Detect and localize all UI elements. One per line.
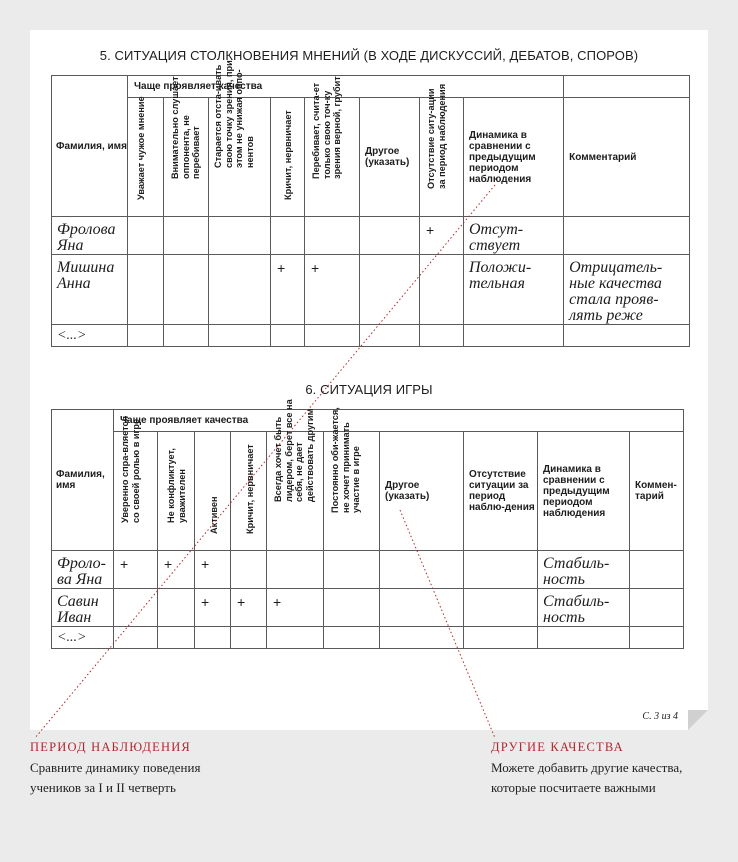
col-header: Всегда хочет быть лидером, берет все на себя, не дает действовать другим	[267, 432, 324, 551]
mark: +	[271, 255, 305, 325]
col-header: Другое (указать)	[360, 98, 420, 217]
leader-line-left	[35, 185, 495, 738]
col-header: Не конфликтует, уважителен	[158, 432, 195, 551]
mark: +	[267, 589, 324, 627]
comment-value: Отрицатель-ные качества стала прояв-лять реже	[564, 255, 690, 325]
mark: +	[195, 589, 231, 627]
leader-line-right	[400, 510, 495, 738]
student-name: Мишина Анна	[52, 255, 128, 325]
col-header: Динамика в сравнении с предыдущим периодом наблюдения	[464, 98, 564, 217]
col-header: Другое (указать)	[380, 432, 464, 551]
mark: +	[231, 589, 267, 627]
mark: +	[158, 551, 195, 589]
col-header: Кричит, нервничает	[231, 432, 267, 551]
col-header: Отсутствие ситу-ации за период наблюдения	[420, 98, 464, 217]
col-header: Постоянно оби-жается, не хочет принимать участие в игре	[324, 432, 380, 551]
ellipsis-row: <...>	[52, 627, 114, 649]
col-header: Уважает чужое мнение	[128, 98, 164, 217]
col-header: Внимательно слушает оппонента, не перебивает	[164, 98, 209, 217]
col-header: Кричит, нервничает	[271, 98, 305, 217]
mark: +	[114, 551, 158, 589]
name-header: Фамилия, имя	[52, 410, 114, 551]
col-header: Перебивает, счита-ет только свою точ-ку зрения верной, грубит	[305, 98, 360, 217]
annotation-right-title: ДРУГИЕ КАЧЕСТВА	[491, 740, 624, 754]
dynamics-value: Стабиль-ность	[538, 589, 630, 627]
annotation-left-text-2: учеников за I и II четверть	[30, 780, 176, 795]
group-header: Чаще проявляет качества	[114, 410, 684, 432]
col-header: Динамика в сравнении с предыдущим периодом наблюдения	[538, 432, 630, 551]
col-header: Старается отста-ивать свою точку зрения, при этом не унижая оппо-нентов	[209, 98, 271, 217]
student-name: Фроло-ва Яна	[52, 551, 114, 589]
annotation-left-title: ПЕРИОД НАБЛЮДЕНИЯ	[30, 740, 191, 754]
col-header: Активен	[195, 432, 231, 551]
dynamics-value: Стабиль-ность	[538, 551, 630, 589]
section6-title: 6. СИТУАЦИЯ ИГРЫ	[305, 382, 433, 397]
student-name: Фролова Яна	[52, 217, 128, 255]
group-header: Чаще проявляет качества	[128, 76, 564, 98]
mark: +	[420, 217, 464, 255]
annotation-left-text-1: Сравните динамику поведения	[30, 760, 201, 775]
col-header: Комментарий	[564, 98, 690, 217]
section5-title: 5. СИТУАЦИЯ СТОЛКНОВЕНИЯ МНЕНИЙ (В ХОДЕ ДИСКУССИЙ, ДЕБАТОВ, СПОРОВ)	[99, 48, 639, 63]
annotation-right-text-2: которые посчитаете важными	[491, 780, 656, 795]
mark: +	[305, 255, 360, 325]
col-header: Уверенно спра-вляется со своей ролью в игре	[114, 432, 158, 551]
dynamics-value: Положи-тельная	[464, 255, 564, 325]
col-header: Отсутствие ситуации за период наблю-дения	[464, 432, 538, 551]
annotation-right-text-1: Можете добавить другие качества,	[491, 760, 683, 775]
col-header: Коммен-тарий	[630, 432, 684, 551]
mark: +	[195, 551, 231, 589]
student-name: Савин Иван	[52, 589, 114, 627]
dynamics-value: Отсут-ствует	[464, 217, 564, 255]
ellipsis-row: <...>	[52, 325, 128, 347]
page-number: С. 3 из 4	[642, 711, 678, 722]
name-header: Фамилия, имя	[52, 76, 128, 217]
